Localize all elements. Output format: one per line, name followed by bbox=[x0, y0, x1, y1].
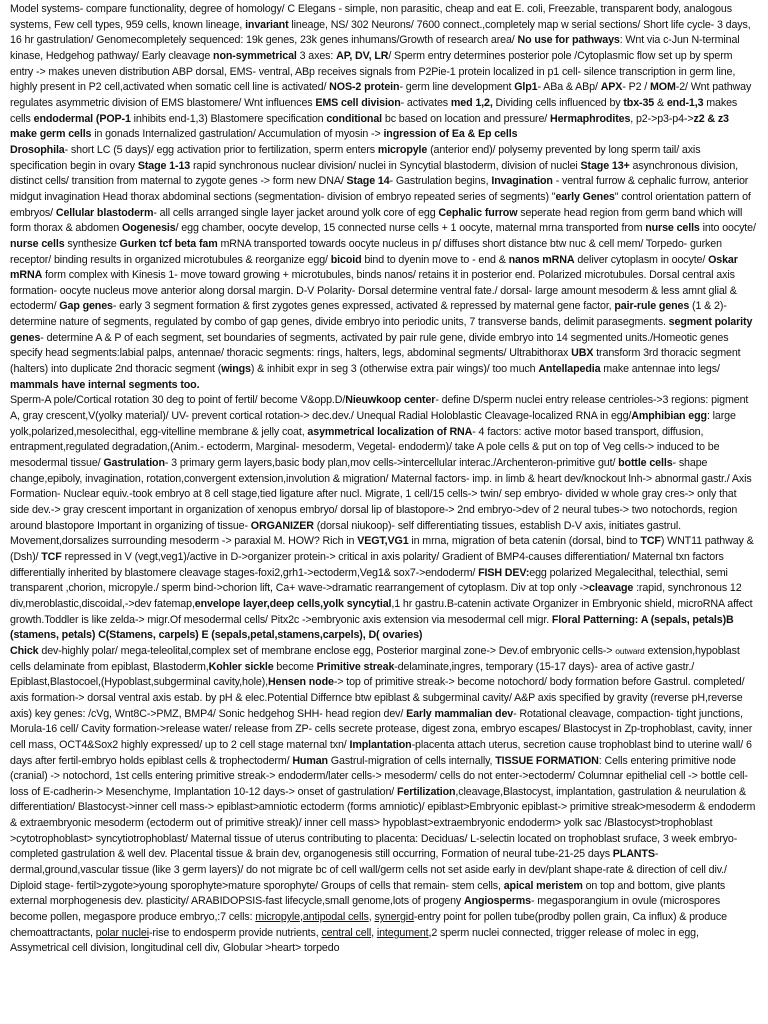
text-run: - Rotational cleavage, compaction- tight junctions, Morula-16 cell/ Cavity formation->release water/ release from ZP- cells secrete protease, digest zona, embryo escapes/ Blastocyst in Zp-trophoblast, cavity, inner cell mass, OCT4&Sox2 highly expressed/ up to 2 cell stage maternal txn/ bbox=[10, 707, 753, 751]
text-run: - ventral furrow & cephalic furrow, anterior midgut invagination Head thorax abdominal sections (segmentation- division of embryo repeated series of segments) " bbox=[10, 175, 749, 203]
bold-term: Invagination bbox=[491, 175, 553, 188]
bold-term: nurse cells bbox=[645, 222, 700, 235]
underlined-term: integument bbox=[376, 926, 429, 939]
bold-term: Stage 1-13 bbox=[137, 159, 191, 172]
text-run: seperate head region from germ band which will form thorax & abdomen bbox=[10, 206, 743, 235]
bold-term: non-symmetrical bbox=[213, 49, 297, 62]
text-run: / egg chamber, oocyte develop, 15 connected nurse cells + 1 oocyte, maternal mrna transported from bbox=[175, 222, 646, 235]
text-run: become bbox=[273, 660, 317, 673]
underlined-term: polar nuclei bbox=[95, 926, 149, 939]
text-run: -2/ Wnt pathway regulates asymmetric division of EMS blastomere/ Wnt influences bbox=[10, 81, 752, 109]
bold-term: Floral Patterning: A (sepals, petals)B (stamens, petals) C(Stamens, carpels) E (sepals,petal,stamens,carpels), D( ovaries) bbox=[10, 613, 734, 642]
text-run: - determine A & P of each segment, set boundaries of segments, activated by pair rule gene, divide embryo into 14 segmented units./Homeotic genes specify head segments:labial palps, antennae/ thoracic segments: rings, halters, legs, abdominal segments/ Ultrabithorax bbox=[10, 331, 729, 360]
bold-term: pair-rule genes bbox=[614, 300, 690, 313]
bold-term: bicoid bbox=[330, 253, 362, 266]
bold-term: Primitive streak bbox=[316, 660, 395, 673]
bold-term: PLANTS bbox=[612, 848, 655, 861]
text-run: , bbox=[299, 911, 303, 924]
text-run: in gonads Internalized gastrulation/ Accumulation of myosin -> bbox=[91, 128, 384, 141]
bold-term: Early mammalian dev bbox=[406, 707, 514, 720]
notes-paragraph bbox=[10, 2, 758, 143]
bold-term: tbx-35 bbox=[623, 96, 655, 109]
bold-term: Gurken tcf beta fam bbox=[119, 237, 218, 250]
text-run: - Gastrulation begins, bbox=[389, 175, 492, 188]
text-run: - define D/sperm nuclei entry release centrioles->3 regions: pigment A, gray crescent,V(yolky material)/ UV- prevent cortical rotation-> dec.dev./ Unequal Radial Holoblastic Cleavage-localized RNA in egg/ bbox=[10, 394, 749, 423]
text-run: : large yolk,polarized,mesolecithal, egg-vitelline membrane & jelly coat, bbox=[10, 410, 736, 438]
text-run: ,2 sperm nuclei connected, trigger release of molec in egg, Assymetrical cell division, longitudinal cell div, Globular >heart> torpedo bbox=[10, 926, 699, 955]
text-run: - dermal,ground,vascular tissue (like 3 germ layers)/ do not migrate bc of cell wall/germ cells not set aside early in dev/plant shape-rate & direction of cell div./ Diploid stage- fertil>zygote>young sporophyte>mature sporophyte/ Groups of cells that remain- stem cells, bbox=[10, 848, 727, 892]
text-run: lineage, NS/ 302 Neurons/ 7600 connect.,completely map w serial sections/ Short life cycle- 3 days, 16 hr gastrulation/ Genomecompletely sequenced: 19k genes, 23k genes inhumans/Growth of research area/ bbox=[10, 18, 751, 47]
text-run: 3 axes: bbox=[296, 49, 337, 62]
text-run: form complex with Kinesis 1- move toward growing + microtubules, binds nanos/ retains it in posterior end. Polarized microtubules. Dorsal central axis formation- oocyte nucleus move anterior along dorsal margin. D-V Polarity- Dorsal determine ventral fate./ dorsal- large amount mesoderm & less amnt glial & ectoderm/ bbox=[10, 269, 737, 313]
text-run: - P2 / bbox=[622, 81, 650, 94]
bold-term: segment polarity genes bbox=[10, 316, 753, 344]
bold-term: bottle cells bbox=[618, 457, 673, 470]
bold-term: Hensen node bbox=[268, 676, 334, 689]
text-run: in mrna, migration of beta catenin (dorsal, bind to bbox=[408, 535, 641, 548]
text-run: - activates bbox=[400, 96, 451, 109]
bold-term: Hermaphrodites bbox=[550, 112, 631, 125]
text-run: - all cells arranged single layer jacket around yolk core of egg bbox=[153, 206, 439, 219]
bold-term: Gastrulation bbox=[103, 457, 165, 470]
bold-term: ORGANIZER bbox=[250, 519, 314, 532]
text-run: asynchronous division, distinct cells/ transition from maternal to zygote genes -> form new DNA/ bbox=[10, 159, 738, 188]
bold-term: Oogenesis bbox=[122, 222, 176, 235]
underlined-term: central cell bbox=[321, 926, 372, 939]
bold-term: asymmetrical localization of RNA bbox=[307, 425, 473, 438]
bold-term: wings bbox=[221, 363, 251, 376]
bold-term: invariant bbox=[245, 18, 289, 31]
text-run: (1 & 2)- determine nature of segments, regulated by combo of gap genes, divide embryo into periodic units, 7 transverse bands, delimit parasegments. bbox=[10, 300, 727, 329]
text-run: makes cells bbox=[10, 96, 738, 125]
text-run: , bbox=[368, 911, 375, 924]
bold-term: mammals have internal segments too. bbox=[10, 378, 200, 391]
text-run: / Sperm entry determines posterior pole /Cytoplasmic flow set up by sperm entry -> makes uneven distribution ABP dorsal, EMS- ventral, ABp receives signals from P2Pie-1 protein localized in p1 cell- silence transcription in germ line, highly present in P2 cell,activated when somatic cell line is activated/ bbox=[10, 49, 736, 94]
bold-term: FISH DEV: bbox=[478, 566, 530, 579]
bold-term: Oskar mRNA bbox=[10, 253, 738, 282]
bold-term: Antellapedia bbox=[538, 363, 601, 376]
bold-term: APX bbox=[600, 81, 623, 94]
bold-term: cleavage bbox=[589, 582, 634, 595]
text-run: -entry point for pollen tube(prodby pollen grain, Ca influx) & produce chemoattractants, bbox=[10, 911, 727, 939]
bold-term: TCF bbox=[41, 550, 62, 563]
bold-term: nanos mRNA bbox=[508, 253, 575, 266]
text-run: , p2->p3-p4-> bbox=[630, 112, 694, 125]
text-run: mRNA transported towards oocyte nucleus in p/ diffuses short distance btw nuc & cell mem/ Torpedo- gurken receptor/ binding results in organized microtubules & reorganize egg/ bbox=[10, 237, 722, 266]
bold-term: Stage 13+ bbox=[580, 159, 630, 172]
text-run: deliver cytoplasm in oocyte/ bbox=[574, 253, 709, 266]
bold-term: Drosophila bbox=[10, 143, 65, 156]
bold-term: NOS-2 protein bbox=[329, 81, 400, 94]
bold-term: Nieuwkoop center bbox=[345, 394, 436, 407]
text-run: ) & inhibit expr in seg 3 (otherwise extra pair wings)/ too much bbox=[250, 363, 539, 376]
text-run: -rise to endosperm provide nutrients, bbox=[148, 926, 322, 939]
bold-term: end-1,3 bbox=[666, 96, 704, 109]
bold-term: MOM bbox=[649, 81, 676, 94]
bold-term: VEGT,VG1 bbox=[357, 535, 409, 548]
text-run: : Wnt via c-Jun N-terminal kinase, Hedgehog pathway/ Early cleavage bbox=[10, 34, 740, 62]
text-run: :rapid, synchronous 12 div,meroblastic,discoidal,->dev fatemap, bbox=[10, 582, 742, 610]
text-run: outward bbox=[615, 645, 645, 656]
bold-term: med 1,2, bbox=[450, 96, 493, 109]
text-run: - shape change,epiboly, invagination, rotation,convergent extension,involution & migration/ Maternal factors- imp. in limb & heart dev/knockout lnh-> abnormal gastr./ Axis Formation- Nuclear equiv.-took embryo at 8 cell stage,tied ligature after nucl. Migrate, 1 cell/15 cells-> twin/ sep embryo- divided w whole gray cres-> only that side dev.-> gray crescent important in organization of xenopus embryo/ dorsal lip of blastopore-> 2nd embryo->dev of 2 neural tubes-> two notochords, region around blastopore Important in organizing of tissue- bbox=[10, 457, 752, 532]
text-run: - 3 primary germ layers,basic body plan,mov cells->intercellular interac./Archenteron-primitive gut/ bbox=[164, 457, 619, 470]
text-run: extension,hypoblast cells delaminate from epiblast, Blastoderm, bbox=[10, 644, 740, 673]
text-run: synthesize bbox=[64, 237, 120, 250]
underlined-term: synergid bbox=[374, 911, 414, 924]
text-run: - ABa & ABp/ bbox=[537, 81, 601, 94]
text-run: & bbox=[654, 96, 667, 109]
text-run: dev-highly polar/ mega-teleolital,complex set of membrane enclose egg, Posterior marginal zone-> Dev.of embryonic cells-> bbox=[38, 644, 616, 657]
underlined-term: micropyle bbox=[255, 911, 300, 924]
text-run: ,1 hr gastru.B-catenin activate Organizer in Embryonic shield, microRNA affect growth.Toddler is like zelda-> migr.Of mesodermal cells/ Pitx2c ->embryonic axis extension via mesodermal cell migr. bbox=[10, 597, 753, 626]
bold-term: Glp1 bbox=[514, 81, 538, 94]
bold-term: Human bbox=[292, 754, 328, 767]
text-run: Sperm-A pole/Cortical rotation 30 deg to point of fertil/ become V&opp.D/ bbox=[10, 394, 346, 407]
text-run: Dividing cells influenced by bbox=[492, 96, 624, 109]
bold-term: EMS cell division bbox=[315, 96, 401, 109]
bold-term: early Genes bbox=[555, 190, 615, 203]
text-run: - early 3 segment formation & first zygotes genes expressed, activated & repressed by maternal gene factor, bbox=[112, 300, 615, 313]
notes-paragraph bbox=[10, 644, 758, 957]
notes-paragraph bbox=[10, 143, 758, 394]
bold-term: (POP-1 bbox=[95, 112, 131, 125]
text-run: repressed in V (vegt,veg1)/active in D->organizer protein-> critical in axis polarity/ Gradient of BMP4-causes differentiation/ Maternal txn factors differentially inherited by blastomere cleavage stages-foxi2,grh1->ectoderm,Veg1& sox7->endoderm/ bbox=[10, 550, 724, 579]
text-run: (dorsal niukoop)- self differentiating tissues, establish D-V axis, initiates gastrul. Movement,dorsalizes surrounding mesoderm -> paraxial M. HOW? Rich in bbox=[10, 519, 682, 548]
text-run: -placenta attach uterus, secretion cause trophoblast bind to uterine wall/ 6 days after fertil-embryo holds epiblast cells & trophectoderm/ bbox=[10, 738, 752, 767]
text-run: , bbox=[371, 926, 377, 939]
bold-term: Amphibian egg bbox=[631, 410, 707, 423]
bold-term: TISSUE FORMATION bbox=[495, 754, 599, 767]
text-run: into oocyte/ bbox=[699, 222, 756, 235]
bold-term: Gap genes bbox=[59, 300, 113, 313]
text-run: -> top of primitive streak-> become notochord/ body formation before Gastrul. completed/ axis formation-> dorsal ventral axis estab. by pH & elec.Potential Differnce btw epiblast & subgerminal cavity/ A&P axis specified by gravity (reverse pH,reverse axis) key genes: /cVg, Wnt8C->PMZ, BMP4/ Sonic hedgehog SHH- head region dev/ bbox=[10, 676, 745, 720]
bold-term: apical meristem bbox=[503, 879, 583, 892]
notes-paragraph bbox=[10, 393, 758, 644]
text-run: egg polarized Megalecithal, telecthial, semi transparent ,chorion, micropyle./ sperm bind->chorion lift, Ca+ wave->dramatic rearrangement of cytoplasm. Div at top only -> bbox=[10, 566, 728, 595]
bold-term: z2 & z3 make germ cells bbox=[10, 112, 729, 141]
text-run: transform 3rd thoracic segment (halters) into duplicate 2nd thoracic segment ( bbox=[10, 347, 741, 376]
text-run: ) WNT11 pathway &(Dsh)/ bbox=[10, 535, 754, 563]
bold-term: UBX bbox=[571, 347, 594, 360]
text-run: bc based on location and pressure/ bbox=[382, 112, 550, 125]
text-run: Model systems- compare functionality, degree of homology/ C Elegans - simple, non parasitic, cheap and eat E. coli, Freezable, transparent body, analogous systems, Few cell types, 959 cells, known lineage, bbox=[10, 3, 732, 31]
bold-term: endodermal bbox=[33, 112, 94, 125]
bold-term: Cellular blastoderm bbox=[55, 206, 154, 219]
bold-term: Angiosperms bbox=[464, 895, 531, 908]
bold-term: micropyle bbox=[377, 143, 428, 156]
text-run: inhibits end-1,3) Blastomere specification bbox=[130, 112, 327, 125]
text-run: - megasporangium in ovule (microspores become pollen, megaspore produce embryo,:7 cells: bbox=[10, 895, 721, 924]
text-run: bind to dyenin move to - end & bbox=[361, 253, 509, 266]
bold-term: No use for pathways bbox=[517, 34, 620, 47]
underlined-term: antipodal cells bbox=[302, 911, 369, 924]
text-run: : Cells entering primitive node (cranial) -> notochord, 1st cells entering primitive streak-> endoderm/later cells-> mesoderm/ cells do not enter->ectoderm/ Columnar epithelial cell -> bottle cell- loss of E-cadherin-> Mesenchyme, Implantation 10-12 days-> onset of gastrulation/ bbox=[10, 754, 748, 798]
text-run: - short LC (5 days)/ egg activation prior to fertilization, sperm enters bbox=[64, 143, 378, 156]
bold-term: AP, DV, LR bbox=[336, 49, 389, 62]
bold-term: conditional bbox=[326, 112, 383, 125]
text-run: Gastrul-migration of cells internally, bbox=[327, 754, 496, 767]
bold-term: Stage 14 bbox=[346, 175, 390, 188]
bold-term: Cephalic furrow bbox=[438, 206, 518, 219]
text-run: - germ line development bbox=[399, 81, 515, 94]
text-run: " control orientation pattern of embryos/ bbox=[10, 190, 751, 219]
text-run: -delaminate,ingres, temporary (15-17 days)- area of active gastr./ Epiblast,Blastocoel,(Hypoblast,subgerminal cavity,hole), bbox=[10, 660, 695, 689]
bold-term: envelope layer,deep cells,yolk syncytial bbox=[194, 597, 392, 610]
bold-term: TCF bbox=[640, 535, 661, 548]
text-run: on top and bottom, give plants external morphogenesis dev. plasticity/ ARABIDOPSIS-fast lifecycle,small genome,lots of progeny bbox=[10, 879, 726, 908]
text-run: - 4 factors: active motor based transport, diffusion, entrapment,regulated degradation,(Anim.- ectoderm, Marginal- mesoderm, Vegetal- endoderm)/ take A pole cells & put on top of Veg cells-> induced to be mesodermal tissue/ bbox=[10, 425, 720, 470]
text-run: ,cleavage,Blastocyst, implantation, gastrulation & neurulation & differentiation/ Blastocyst->inner cell mass-> epiblast>amniotic ectoderm (forms amniotic)/ epiblast>Embryonic epiblast-> primitive streak>mesoderm & endoderm & extraembryonic mesoderm (ectoderm out of primitive streak)/ inner cell mass> hypoblast>extraembryonic endoderm> yolk sac /Blastocyst>trophoblast >cytotrophoblast> syncytiotrophoblast/ Maternal tissue of uterus contributing to placenta: Deciduas/ L-selectin located on trophoblast sruface, 3 week embryo-completed gastrulation & well dev. Placental tissue & brain dev, organogenesis still occurring, Formation of neural tube-21-25 days bbox=[10, 785, 756, 861]
text-run: rapid synchronous nuclear division/ nuclei in Syncytial blastoderm, division of nuclei bbox=[190, 159, 581, 172]
bold-term: Chick bbox=[10, 644, 39, 657]
text-run: make antennae into legs/ bbox=[600, 363, 720, 376]
bold-term: Fertilization bbox=[397, 785, 456, 798]
bold-term: ingression of Ea & Ep cells bbox=[383, 128, 518, 141]
bold-term: Implantation bbox=[349, 738, 412, 751]
bold-term: Kohler sickle bbox=[208, 660, 274, 673]
bold-term: nurse cells bbox=[10, 237, 65, 250]
text-run: (anterior end)/ polysemy prevented by long sperm tail/ axis specification begin in ovary bbox=[10, 143, 701, 172]
